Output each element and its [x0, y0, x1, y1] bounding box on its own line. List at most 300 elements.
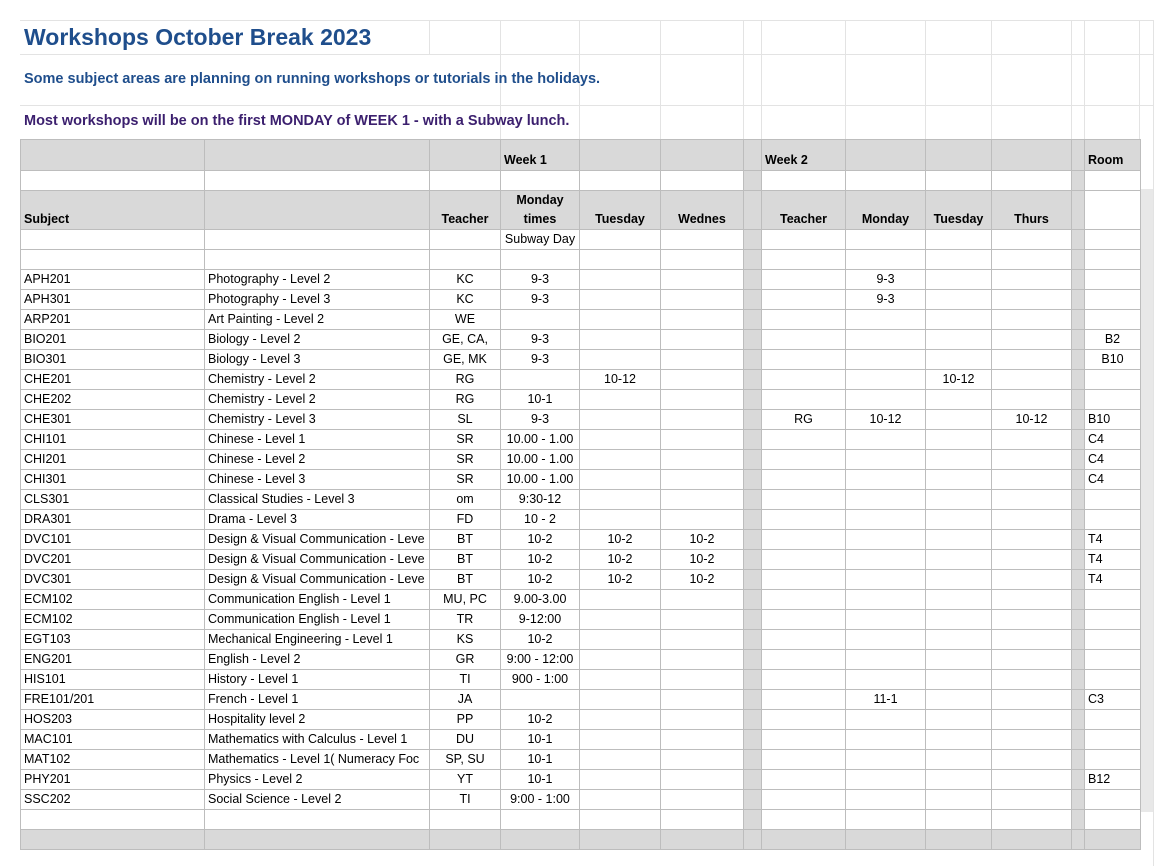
- monday-times-cell[interactable]: 10-2: [501, 710, 580, 730]
- separator-cell[interactable]: [744, 450, 762, 470]
- tuesday2-cell[interactable]: 10-12: [926, 370, 992, 390]
- tuesday-cell[interactable]: [580, 650, 661, 670]
- tuesday-cell[interactable]: [580, 610, 661, 630]
- cell[interactable]: [762, 230, 846, 250]
- wednes-cell[interactable]: [661, 290, 744, 310]
- room-cell[interactable]: C4: [1085, 470, 1141, 490]
- teacher-cell[interactable]: GE, MK: [430, 350, 501, 370]
- monday2-cell[interactable]: 10-12: [846, 410, 926, 430]
- cell[interactable]: [430, 830, 501, 850]
- monday2-cell[interactable]: [846, 430, 926, 450]
- tuesday-cell[interactable]: [580, 710, 661, 730]
- separator-cell[interactable]: [744, 730, 762, 750]
- wednes-cell[interactable]: [661, 670, 744, 690]
- subject-code-cell[interactable]: DVC301: [21, 570, 205, 590]
- room-cell[interactable]: C4: [1085, 450, 1141, 470]
- room-cell[interactable]: C3: [1085, 690, 1141, 710]
- teacher2-cell[interactable]: [762, 570, 846, 590]
- wednes-cell[interactable]: [661, 430, 744, 450]
- cell[interactable]: [580, 171, 661, 191]
- monday-times-cell[interactable]: 10.00 - 1.00: [501, 430, 580, 450]
- teacher-cell[interactable]: PP: [430, 710, 501, 730]
- separator-cell[interactable]: [1072, 140, 1085, 171]
- cell[interactable]: [846, 171, 926, 191]
- cell[interactable]: [846, 250, 926, 270]
- cell[interactable]: [501, 171, 580, 191]
- teacher2-cell[interactable]: [762, 590, 846, 610]
- monday-times-cell[interactable]: 9.00-3.00: [501, 590, 580, 610]
- wednes-cell[interactable]: [661, 270, 744, 290]
- monday-times-cell[interactable]: 900 - 1:00: [501, 670, 580, 690]
- separator-cell[interactable]: [744, 290, 762, 310]
- wednes-cell[interactable]: [661, 730, 744, 750]
- teacher-cell[interactable]: TR: [430, 610, 501, 630]
- tuesday-cell[interactable]: [580, 770, 661, 790]
- teacher-cell[interactable]: KS: [430, 630, 501, 650]
- separator-cell[interactable]: [744, 250, 762, 270]
- cell[interactable]: [21, 171, 205, 191]
- cell[interactable]: [762, 171, 846, 191]
- tuesday2-cell[interactable]: [926, 430, 992, 450]
- separator-cell[interactable]: [744, 630, 762, 650]
- subject-code-cell[interactable]: ENG201: [21, 650, 205, 670]
- monday-times-header[interactable]: [501, 191, 580, 230]
- cell[interactable]: [21, 830, 205, 850]
- tuesday-cell[interactable]: [580, 270, 661, 290]
- tuesday2-cell[interactable]: [926, 330, 992, 350]
- monday-times-cell[interactable]: 9-3: [501, 350, 580, 370]
- monday-times-cell[interactable]: 9:30-12: [501, 490, 580, 510]
- tuesday-cell[interactable]: [580, 670, 661, 690]
- cell[interactable]: [430, 230, 501, 250]
- room-cell[interactable]: B10: [1085, 350, 1141, 370]
- cell[interactable]: [430, 171, 501, 191]
- separator-cell[interactable]: [744, 171, 762, 191]
- cell[interactable]: [926, 230, 992, 250]
- monday2-cell[interactable]: [846, 350, 926, 370]
- teacher-cell[interactable]: TI: [430, 670, 501, 690]
- cell[interactable]: [926, 171, 992, 191]
- monday-times-cell[interactable]: 9:00 - 1:00: [501, 790, 580, 810]
- wednes-cell[interactable]: [661, 330, 744, 350]
- subject-header[interactable]: Subject: [21, 191, 205, 230]
- tuesday-cell[interactable]: [580, 290, 661, 310]
- separator-cell[interactable]: [744, 330, 762, 350]
- cell[interactable]: [205, 140, 430, 171]
- separator-cell[interactable]: [744, 370, 762, 390]
- teacher2-cell[interactable]: [762, 630, 846, 650]
- tuesday2-cell[interactable]: [926, 790, 992, 810]
- teacher2-cell[interactable]: [762, 430, 846, 450]
- tuesday2-cell[interactable]: [926, 410, 992, 430]
- thurs-cell[interactable]: [992, 450, 1072, 470]
- separator-cell[interactable]: [1072, 730, 1085, 750]
- room-cell[interactable]: C4: [1085, 430, 1141, 450]
- cell[interactable]: [205, 810, 430, 830]
- cell[interactable]: [430, 140, 501, 171]
- wednes-cell[interactable]: [661, 350, 744, 370]
- teacher2-cell[interactable]: [762, 730, 846, 750]
- thurs-cell[interactable]: [992, 770, 1072, 790]
- separator-cell[interactable]: [1072, 810, 1085, 830]
- subject-name-cell[interactable]: Design & Visual Communication - Leve: [205, 550, 430, 570]
- room-cell[interactable]: [1085, 490, 1141, 510]
- tuesday-cell[interactable]: [580, 750, 661, 770]
- separator-cell[interactable]: [1072, 750, 1085, 770]
- thurs-cell[interactable]: [992, 490, 1072, 510]
- separator-cell[interactable]: [1072, 650, 1085, 670]
- teacher-cell[interactable]: BT: [430, 570, 501, 590]
- tuesday2-cell[interactable]: [926, 750, 992, 770]
- separator-cell[interactable]: [1072, 510, 1085, 530]
- room-header[interactable]: Room: [1085, 140, 1141, 171]
- separator-cell[interactable]: [744, 140, 762, 171]
- cell[interactable]: [580, 140, 661, 171]
- subject-name-cell[interactable]: Classical Studies - Level 3: [205, 490, 430, 510]
- monday2-cell[interactable]: [846, 390, 926, 410]
- subject-code-cell[interactable]: CHE202: [21, 390, 205, 410]
- wednes-cell[interactable]: [661, 450, 744, 470]
- subject-name-cell[interactable]: Design & Visual Communication - Leve: [205, 570, 430, 590]
- teacher-cell[interactable]: RG: [430, 390, 501, 410]
- monday2-cell[interactable]: [846, 570, 926, 590]
- separator-cell[interactable]: [744, 191, 762, 230]
- tuesday-cell[interactable]: [580, 510, 661, 530]
- wednes-cell[interactable]: [661, 710, 744, 730]
- thurs-cell[interactable]: [992, 530, 1072, 550]
- teacher2-cell[interactable]: [762, 390, 846, 410]
- monday2-cell[interactable]: [846, 450, 926, 470]
- cell[interactable]: [846, 830, 926, 850]
- monday2-cell[interactable]: [846, 650, 926, 670]
- monday-times-cell[interactable]: 10-2: [501, 570, 580, 590]
- cell[interactable]: [762, 810, 846, 830]
- monday-times-cell[interactable]: 10-1: [501, 770, 580, 790]
- cell[interactable]: [926, 810, 992, 830]
- teacher-cell[interactable]: GE, CA,: [430, 330, 501, 350]
- separator-cell[interactable]: [1072, 290, 1085, 310]
- cell[interactable]: [992, 171, 1072, 191]
- teacher-cell[interactable]: JA: [430, 690, 501, 710]
- thurs-cell[interactable]: [992, 470, 1072, 490]
- tuesday2-cell[interactable]: [926, 770, 992, 790]
- teacher2-cell[interactable]: [762, 710, 846, 730]
- tuesday2-cell[interactable]: [926, 510, 992, 530]
- thurs-cell[interactable]: [992, 570, 1072, 590]
- subject-code-cell[interactable]: MAT102: [21, 750, 205, 770]
- thurs-cell[interactable]: [992, 330, 1072, 350]
- wednes-cell[interactable]: [661, 750, 744, 770]
- separator-cell[interactable]: [1072, 630, 1085, 650]
- room-cell[interactable]: T4: [1085, 550, 1141, 570]
- subject-name-cell[interactable]: Drama - Level 3: [205, 510, 430, 530]
- tuesday-cell[interactable]: [580, 790, 661, 810]
- cell[interactable]: [501, 830, 580, 850]
- separator-cell[interactable]: [744, 310, 762, 330]
- wednes-cell[interactable]: [661, 690, 744, 710]
- room-cell[interactable]: [1085, 790, 1141, 810]
- separator-cell[interactable]: [1072, 690, 1085, 710]
- cell[interactable]: [430, 810, 501, 830]
- teacher2-cell[interactable]: RG: [762, 410, 846, 430]
- separator-cell[interactable]: [744, 610, 762, 630]
- monday-times-cell[interactable]: 10.00 - 1.00: [501, 450, 580, 470]
- subject-code-cell[interactable]: DVC201: [21, 550, 205, 570]
- tuesday-cell[interactable]: 10-12: [580, 370, 661, 390]
- cell[interactable]: [926, 140, 992, 171]
- cell[interactable]: [21, 250, 205, 270]
- wednes-cell[interactable]: [661, 410, 744, 430]
- separator-cell[interactable]: [1072, 370, 1085, 390]
- cell[interactable]: [661, 810, 744, 830]
- wednes-cell[interactable]: [661, 470, 744, 490]
- thurs-cell[interactable]: [992, 370, 1072, 390]
- cell[interactable]: [1072, 830, 1085, 850]
- cell[interactable]: [661, 830, 744, 850]
- thurs-cell[interactable]: [992, 510, 1072, 530]
- teacher-cell[interactable]: BT: [430, 530, 501, 550]
- teacher2-cell[interactable]: [762, 350, 846, 370]
- cell[interactable]: [580, 830, 661, 850]
- room-cell[interactable]: T4: [1085, 570, 1141, 590]
- teacher2-cell[interactable]: [762, 330, 846, 350]
- subject-code-cell[interactable]: ECM102: [21, 610, 205, 630]
- room-cell[interactable]: B10: [1085, 410, 1141, 430]
- monday2-cell[interactable]: [846, 610, 926, 630]
- separator-cell[interactable]: [744, 470, 762, 490]
- tuesday-cell[interactable]: [580, 410, 661, 430]
- tuesday-cell[interactable]: 10-2: [580, 550, 661, 570]
- tuesday-cell[interactable]: [580, 390, 661, 410]
- teacher-cell[interactable]: TI: [430, 790, 501, 810]
- teacher-cell[interactable]: SR: [430, 470, 501, 490]
- cell[interactable]: [580, 250, 661, 270]
- room-cell[interactable]: [1085, 510, 1141, 530]
- monday2-cell[interactable]: [846, 370, 926, 390]
- cell[interactable]: [992, 250, 1072, 270]
- teacher2-cell[interactable]: [762, 550, 846, 570]
- teacher-cell[interactable]: WE: [430, 310, 501, 330]
- tuesday-cell[interactable]: [580, 630, 661, 650]
- separator-cell[interactable]: [1072, 670, 1085, 690]
- subject-name-cell[interactable]: Chinese - Level 3: [205, 470, 430, 490]
- teacher2-cell[interactable]: [762, 510, 846, 530]
- monday2-cell[interactable]: 11-1: [846, 690, 926, 710]
- subject-code-cell[interactable]: CHE201: [21, 370, 205, 390]
- thurs-cell[interactable]: [992, 630, 1072, 650]
- subject-code-cell[interactable]: CHI301: [21, 470, 205, 490]
- monday2-cell[interactable]: [846, 530, 926, 550]
- cell[interactable]: [661, 140, 744, 171]
- room-cell[interactable]: [1085, 710, 1141, 730]
- subject-name-cell[interactable]: Chemistry - Level 2: [205, 390, 430, 410]
- wednes-cell[interactable]: [661, 650, 744, 670]
- teacher2-cell[interactable]: [762, 450, 846, 470]
- wednes-cell[interactable]: [661, 630, 744, 650]
- subject-code-cell[interactable]: PHY201: [21, 770, 205, 790]
- tuesday2-cell[interactable]: [926, 590, 992, 610]
- separator-cell[interactable]: [744, 270, 762, 290]
- separator-cell[interactable]: [744, 550, 762, 570]
- week1-label[interactable]: Week 1: [501, 140, 580, 171]
- teacher2-cell[interactable]: [762, 310, 846, 330]
- wednes-cell[interactable]: [661, 610, 744, 630]
- separator-cell[interactable]: [1072, 470, 1085, 490]
- subject-code-cell[interactable]: MAC101: [21, 730, 205, 750]
- separator-cell[interactable]: [744, 810, 762, 830]
- tuesday-cell[interactable]: [580, 330, 661, 350]
- tuesday2-cell[interactable]: [926, 630, 992, 650]
- thurs-cell[interactable]: [992, 610, 1072, 630]
- subject-code-cell[interactable]: DVC101: [21, 530, 205, 550]
- monday2-cell[interactable]: [846, 790, 926, 810]
- wednes-cell[interactable]: [661, 790, 744, 810]
- wednes-cell[interactable]: [661, 510, 744, 530]
- subject-code-cell[interactable]: HOS203: [21, 710, 205, 730]
- wednes-header[interactable]: Wednes: [661, 191, 744, 230]
- separator-cell[interactable]: [1072, 191, 1085, 230]
- tuesday2-cell[interactable]: [926, 270, 992, 290]
- tuesday-cell[interactable]: [580, 730, 661, 750]
- cell[interactable]: [744, 830, 762, 850]
- monday2-cell[interactable]: [846, 750, 926, 770]
- monday2-cell[interactable]: [846, 490, 926, 510]
- separator-cell[interactable]: [744, 770, 762, 790]
- subject-name-cell[interactable]: Chinese - Level 2: [205, 450, 430, 470]
- separator-cell[interactable]: [1072, 390, 1085, 410]
- monday2-cell[interactable]: [846, 630, 926, 650]
- week2-label[interactable]: Week 2: [762, 140, 846, 171]
- separator-cell[interactable]: [1072, 450, 1085, 470]
- tuesday2-cell[interactable]: [926, 450, 992, 470]
- monday-times-cell[interactable]: 10-2: [501, 550, 580, 570]
- subject-name-cell[interactable]: Mathematics - Level 1( Numeracy Foc: [205, 750, 430, 770]
- subject-name-cell[interactable]: Design & Visual Communication - Leve: [205, 530, 430, 550]
- subject-name-cell[interactable]: Photography - Level 2: [205, 270, 430, 290]
- tuesday2-cell[interactable]: [926, 290, 992, 310]
- thurs-cell[interactable]: [992, 430, 1072, 450]
- wednes-cell[interactable]: 10-2: [661, 570, 744, 590]
- tuesday2-cell[interactable]: [926, 550, 992, 570]
- cell[interactable]: [846, 140, 926, 171]
- tuesday-cell[interactable]: 10-2: [580, 570, 661, 590]
- subject-name-cell[interactable]: Chemistry - Level 2: [205, 370, 430, 390]
- subject-code-cell[interactable]: CHI201: [21, 450, 205, 470]
- cell[interactable]: [926, 250, 992, 270]
- teacher2-cell[interactable]: [762, 690, 846, 710]
- thurs-cell[interactable]: [992, 650, 1072, 670]
- tuesday-cell[interactable]: [580, 690, 661, 710]
- room-cell[interactable]: [1085, 290, 1141, 310]
- cell[interactable]: [1085, 810, 1141, 830]
- subject-name-cell[interactable]: Communication English - Level 1: [205, 610, 430, 630]
- subject-code-cell[interactable]: APH201: [21, 270, 205, 290]
- teacher-cell[interactable]: RG: [430, 370, 501, 390]
- teacher2-cell[interactable]: [762, 270, 846, 290]
- wednes-cell[interactable]: [661, 490, 744, 510]
- thurs-cell[interactable]: [992, 670, 1072, 690]
- tuesday2-cell[interactable]: [926, 690, 992, 710]
- subject-code-cell[interactable]: CHE301: [21, 410, 205, 430]
- monday2-cell[interactable]: [846, 550, 926, 570]
- monday2-cell[interactable]: [846, 510, 926, 530]
- thurs-cell[interactable]: [992, 390, 1072, 410]
- monday-times-cell[interactable]: 10.00 - 1.00: [501, 470, 580, 490]
- thurs-cell[interactable]: [992, 270, 1072, 290]
- cell[interactable]: [661, 171, 744, 191]
- tuesday-cell[interactable]: [580, 430, 661, 450]
- tuesday2-cell[interactable]: [926, 710, 992, 730]
- teacher2-cell[interactable]: [762, 490, 846, 510]
- separator-cell[interactable]: [744, 670, 762, 690]
- separator-cell[interactable]: [744, 590, 762, 610]
- teacher2-cell[interactable]: [762, 790, 846, 810]
- monday2-cell[interactable]: [846, 710, 926, 730]
- cell[interactable]: [21, 230, 205, 250]
- tuesday-cell[interactable]: [580, 450, 661, 470]
- wednes-cell[interactable]: [661, 370, 744, 390]
- wednes-cell[interactable]: [661, 390, 744, 410]
- cell[interactable]: [501, 250, 580, 270]
- cell[interactable]: [501, 810, 580, 830]
- subject-name-cell[interactable]: Art Painting - Level 2: [205, 310, 430, 330]
- subject-code-cell[interactable]: SSC202: [21, 790, 205, 810]
- room-cell[interactable]: [1085, 310, 1141, 330]
- cell[interactable]: [1085, 250, 1141, 270]
- subject-code-cell[interactable]: HIS101: [21, 670, 205, 690]
- separator-cell[interactable]: [744, 530, 762, 550]
- cell[interactable]: [205, 171, 430, 191]
- room-cell[interactable]: B2: [1085, 330, 1141, 350]
- tuesday-cell[interactable]: 10-2: [580, 530, 661, 550]
- monday-times-cell[interactable]: 9-3: [501, 290, 580, 310]
- separator-cell[interactable]: [1072, 710, 1085, 730]
- subject-name-cell[interactable]: Mechanical Engineering - Level 1: [205, 630, 430, 650]
- separator-cell[interactable]: [1072, 230, 1085, 250]
- room-cell[interactable]: [1085, 390, 1141, 410]
- subject-code-cell[interactable]: BIO301: [21, 350, 205, 370]
- tuesday-cell[interactable]: [580, 590, 661, 610]
- separator-cell[interactable]: [744, 430, 762, 450]
- subject-code-cell[interactable]: ARP201: [21, 310, 205, 330]
- monday2-cell[interactable]: 9-3: [846, 290, 926, 310]
- tuesday2-cell[interactable]: [926, 530, 992, 550]
- cell[interactable]: [430, 250, 501, 270]
- thurs-cell[interactable]: [992, 310, 1072, 330]
- monday2-header[interactable]: Monday: [846, 191, 926, 230]
- teacher2-cell[interactable]: [762, 650, 846, 670]
- subject-name-cell[interactable]: Photography - Level 3: [205, 290, 430, 310]
- monday-times-cell[interactable]: 9-12:00: [501, 610, 580, 630]
- cell[interactable]: [205, 830, 430, 850]
- room-cell[interactable]: B12: [1085, 770, 1141, 790]
- room-cell[interactable]: [1085, 730, 1141, 750]
- thurs-header[interactable]: Thurs: [992, 191, 1072, 230]
- teacher-cell[interactable]: MU, PC: [430, 590, 501, 610]
- cell[interactable]: [762, 250, 846, 270]
- subject-name-cell[interactable]: Mathematics with Calculus - Level 1: [205, 730, 430, 750]
- monday2-cell[interactable]: [846, 770, 926, 790]
- thurs-cell[interactable]: [992, 790, 1072, 810]
- teacher2-cell[interactable]: [762, 770, 846, 790]
- monday2-cell[interactable]: [846, 310, 926, 330]
- monday-times-cell[interactable]: 9:00 - 12:00: [501, 650, 580, 670]
- room-cell[interactable]: [1085, 270, 1141, 290]
- subway-day-label[interactable]: Subway Day: [501, 230, 580, 250]
- separator-cell[interactable]: [744, 410, 762, 430]
- tuesday2-cell[interactable]: [926, 570, 992, 590]
- separator-cell[interactable]: [744, 570, 762, 590]
